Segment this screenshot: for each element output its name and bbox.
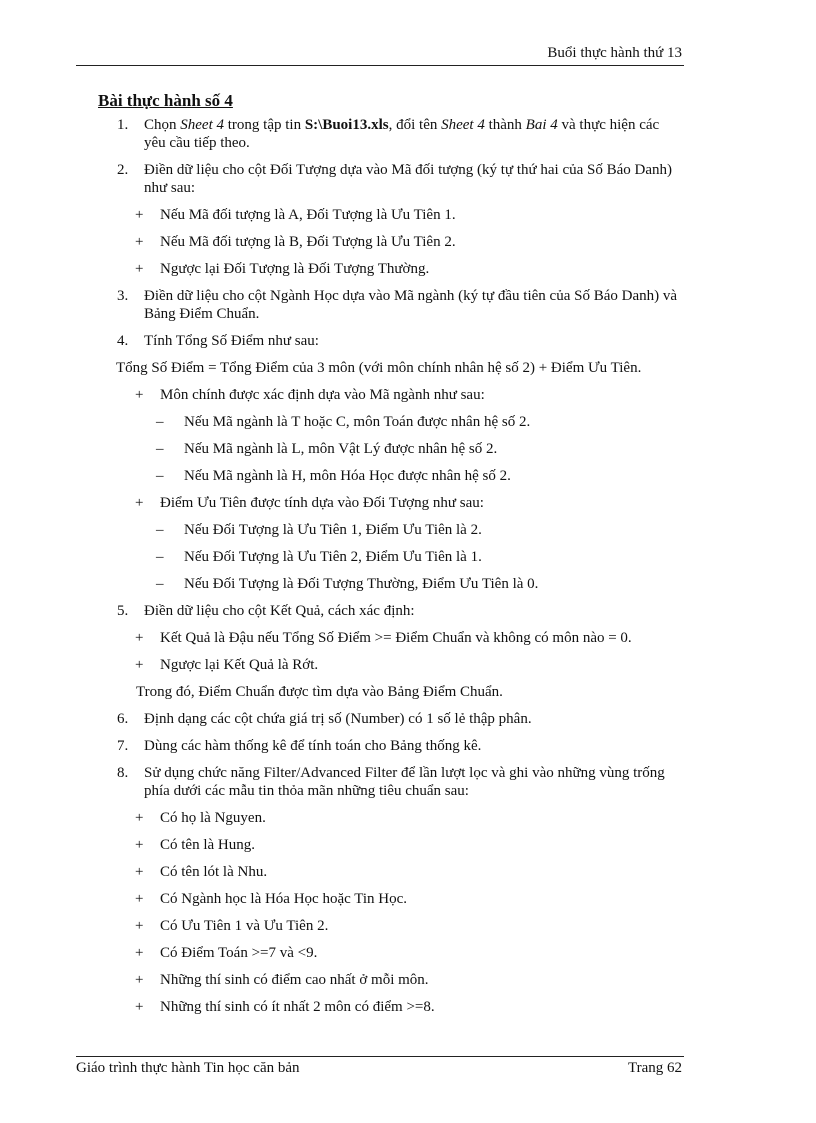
item-text <box>76 116 684 152</box>
bullet-text: Có họ là Nguyen. <box>160 810 266 826</box>
dash-bullet: – <box>156 441 164 457</box>
file-path: S:\Buoi13.xls <box>304 117 389 133</box>
list-item-8 <box>76 764 684 800</box>
plus-bullet: + <box>135 864 144 880</box>
bullet-item <box>76 890 684 908</box>
header-rule <box>76 65 684 66</box>
text-run: , đổi tên <box>388 117 442 133</box>
new-sheet-name: Bai 4 <box>525 117 558 133</box>
bullet-item <box>76 386 684 404</box>
dash-item <box>76 413 684 431</box>
bullet-item <box>76 656 684 674</box>
plus-bullet: + <box>135 837 144 853</box>
item-number: 4. <box>117 333 129 349</box>
bullet-text: Có Ưu Tiên 1 và Ưu Tiên 2. <box>160 918 329 934</box>
bullet-item <box>76 260 684 278</box>
plus-bullet: + <box>135 207 144 223</box>
item-text: Sử dụng chức năng Filter/Advanced Filter để lần lượt lọc và ghi vào những vùng trống phía dưới các mẫu tin thỏa mãn những tiêu chuẩn sau: <box>144 765 665 799</box>
bullet-item <box>76 629 684 647</box>
plus-bullet: + <box>135 261 144 277</box>
plus-bullet: + <box>135 918 144 934</box>
bullet-text: Điểm Ưu Tiên được tính dựa vào Đối Tượng như sau: <box>160 495 484 511</box>
dash-bullet: – <box>156 522 164 538</box>
bullet-text: Những thí sinh có điểm cao nhất ở mỗi môn. <box>160 972 429 988</box>
dash-text: Nếu Mã ngành là T hoặc C, môn Toán được nhân hệ số 2. <box>184 414 531 430</box>
list-item-3 <box>76 287 684 323</box>
sheet-name: Sheet 4 <box>441 117 485 133</box>
dash-item <box>76 467 684 485</box>
list-item-6 <box>76 710 684 728</box>
item-number: 5. <box>117 603 129 619</box>
exercise-title: Bài thực hành số 4 <box>98 91 233 110</box>
item-number: 6. <box>117 711 129 727</box>
list-item-5 <box>76 602 684 620</box>
item-number: 1. <box>117 117 129 133</box>
plus-bullet: + <box>135 630 144 646</box>
bullet-text: Ngược lại Kết Quả là Rớt. <box>160 657 319 673</box>
dash-item <box>76 548 684 566</box>
plus-bullet: + <box>135 972 144 988</box>
dash-bullet: – <box>156 414 164 430</box>
text-run: và thực hiện các yêu cầu tiếp theo. <box>144 117 660 151</box>
plus-bullet: + <box>135 495 144 511</box>
plus-bullet: + <box>135 234 144 250</box>
list-item-1 <box>76 116 684 152</box>
bullet-text: Những thí sinh có ít nhất 2 môn có điểm >=8. <box>160 999 435 1015</box>
text-run: thành <box>484 117 526 133</box>
dash-text: Nếu Mã ngành là H, môn Hóa Học được nhân hệ số 2. <box>184 468 511 484</box>
bullet-text: Ngược lại Đối Tượng là Đối Tượng Thường. <box>160 261 430 277</box>
list-item-4 <box>76 332 684 350</box>
item-text: Định dạng các cột chứa giá trị số (Number) có 1 số lẻ thập phân. <box>144 711 532 727</box>
bullet-item <box>76 206 684 224</box>
item-text: Dùng các hàm thống kê để tính toán cho Bảng thống kê. <box>144 738 482 754</box>
bullet-item <box>76 233 684 251</box>
dash-item <box>76 440 684 458</box>
note-paragraph: Trong đó, Điểm Chuẩn được tìm dựa vào Bảng Điểm Chuẩn. <box>136 684 503 700</box>
item-number: 8. <box>117 765 129 781</box>
item-text: Điền dữ liệu cho cột Kết Quả, cách xác định: <box>144 603 415 619</box>
bullet-item <box>76 971 684 989</box>
bullet-item <box>76 998 684 1016</box>
bullet-text: Có tên là Hung. <box>160 837 255 853</box>
formula-paragraph: Tổng Số Điểm = Tổng Điểm của 3 môn (với môn chính nhân hệ số 2) + Điểm Ưu Tiên. <box>116 360 642 376</box>
dash-item <box>76 521 684 539</box>
plus-bullet: + <box>135 657 144 673</box>
bullet-text: Có Ngành học là Hóa Học hoặc Tin Học. <box>160 891 408 907</box>
bullet-text: Có Điểm Toán >=7 và <9. <box>160 945 318 961</box>
sheet-name: Sheet 4 <box>180 117 224 133</box>
item-text: Điền dữ liệu cho cột Ngành Học dựa vào Mã ngành (ký tự đầu tiên của Số Báo Danh) và Bảng Điểm Chuẩn. <box>144 288 677 322</box>
bullet-item <box>76 809 684 827</box>
text-run: Chọn <box>144 117 181 133</box>
list-item-2 <box>76 161 684 197</box>
plus-bullet: + <box>135 945 144 961</box>
bullet-text: Nếu Mã đối tượng là A, Đối Tượng là Ưu Tiên 1. <box>160 207 456 223</box>
item-number: 3. <box>117 288 129 304</box>
bullet-item <box>76 863 684 881</box>
dash-text: Nếu Mã ngành là L, môn Vật Lý được nhân hệ số 2. <box>184 441 498 457</box>
item-text: Tính Tổng Số Điểm như sau: <box>144 333 319 349</box>
footer-book-title: Giáo trình thực hành Tin học căn bản <box>76 1060 300 1076</box>
text-run: trong tập tin <box>224 117 305 133</box>
dash-text: Nếu Đối Tượng là Ưu Tiên 2, Điểm Ưu Tiên là 1. <box>184 549 482 565</box>
footer-rule <box>76 1056 684 1057</box>
page-header: Buổi thực hành thứ 13 <box>547 45 682 61</box>
bullet-text: Kết Quả là Đậu nếu Tổng Số Điểm >= Điểm Chuẩn và không có môn nào = 0. <box>160 630 632 646</box>
bullet-item <box>76 917 684 935</box>
dash-bullet: – <box>156 468 164 484</box>
page-number: Trang 62 <box>627 1060 682 1076</box>
list-item-7 <box>76 737 684 755</box>
dash-text: Nếu Đối Tượng là Đối Tượng Thường, Điểm Ưu Tiên là 0. <box>184 576 539 592</box>
page-content <box>76 92 684 1025</box>
plus-bullet: + <box>135 891 144 907</box>
dash-bullet: – <box>156 576 164 592</box>
dash-item <box>76 575 684 593</box>
item-number: 7. <box>117 738 129 754</box>
plus-bullet: + <box>135 999 144 1015</box>
bullet-text: Nếu Mã đối tượng là B, Đối Tượng là Ưu Tiên 2. <box>160 234 456 250</box>
dash-text: Nếu Đối Tượng là Ưu Tiên 1, Điểm Ưu Tiên là 2. <box>184 522 482 538</box>
item-text: Điền dữ liệu cho cột Đối Tượng dựa vào Mã đối tượng (ký tự thứ hai của Số Báo Danh) như sau: <box>144 162 673 196</box>
bullet-item <box>76 836 684 854</box>
plus-bullet: + <box>135 810 144 826</box>
item-number: 2. <box>117 162 129 178</box>
plus-bullet: + <box>135 387 144 403</box>
dash-bullet: – <box>156 549 164 565</box>
bullet-item <box>76 944 684 962</box>
bullet-text: Có tên lót là Nhu. <box>160 864 268 880</box>
bullet-item <box>76 494 684 512</box>
bullet-text: Môn chính được xác định dựa vào Mã ngành như sau: <box>160 387 485 403</box>
